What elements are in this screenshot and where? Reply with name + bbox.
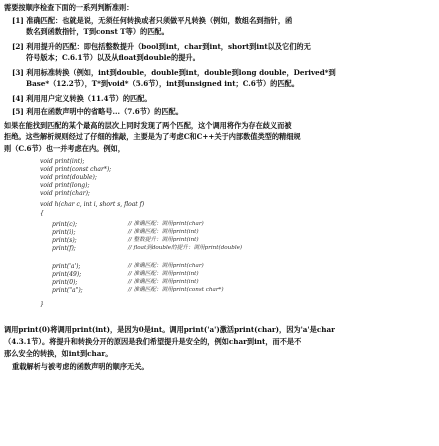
rule-1-line-2: 数名到函数指针，T到const T等）的匹配。 xyxy=(26,27,169,36)
call-comment: // 准确匹配：调用print(int) xyxy=(128,271,199,277)
rule-3-line-2: Base*（12.2节），T*到void*（5.6节），int到unsigned int；C.6节）的匹配。 xyxy=(26,79,299,88)
rule-2-line-1: [2] 利用提升的匹配：即包括整数提升（bool到int，char到int，short到int以及它们的无 xyxy=(12,42,311,51)
call-comment: // 准确匹配：调用print(const char*) xyxy=(128,287,224,293)
intro-text: 需要按顺序检查下面的一系列判断准则： xyxy=(4,3,134,12)
call-comment: // 准确匹配：调用print(int) xyxy=(128,279,199,285)
brace-close: } xyxy=(40,301,44,308)
call-line: print("a"); xyxy=(52,287,83,294)
func-signature: void h(char c, int i, short s, float f) xyxy=(40,201,145,208)
decl-line: void print(long); xyxy=(40,182,90,189)
call-line: print(0); xyxy=(52,279,78,286)
call-line: print(s); xyxy=(52,237,77,244)
para-explain-line-1: 调用print(0)将调用print(int)，是因为0是int。调用print('a')激活print(char)，因为'a'是char xyxy=(4,325,335,334)
rule-1-line-1: [1] 准确匹配：也就是说，无须任何转换或者只须做平凡转换（例如，数组名到指针，函 xyxy=(12,16,293,25)
brace-open: { xyxy=(40,210,44,217)
call-line: print(f); xyxy=(52,245,76,252)
para-order: 重载解析与被考虑的函数声明的顺序无关。 xyxy=(12,362,149,371)
para-ambiguity-line-2: 拒绝。这些解析规则经过了仔细的推敲，主要是为了考虑C和C++关于内部数值类型的精细规 xyxy=(4,132,301,141)
call-line: print(49); xyxy=(52,271,82,278)
rule-5: [5] 利用在函数声明中的省略号...（7.6节）的匹配。 xyxy=(12,107,183,116)
rule-2-line-2: 符号版本；C.6.1节）以及从float到double的提升。 xyxy=(26,53,200,62)
call-line: print(c); xyxy=(52,221,77,228)
call-comment: // float到double的提升：调用print(double) xyxy=(128,245,243,251)
para-explain-line-2: （4.3.1节）。将提升和转换分开的原因是我们希望提升是安全的，例如char到int，而不是不 xyxy=(4,337,302,346)
decl-line: void print(int); xyxy=(40,158,85,165)
para-ambiguity-line-3: 则（C.6节）也一并考虑在内。例如， xyxy=(4,144,125,153)
decl-line: void print(char); xyxy=(40,190,90,197)
para-ambiguity-line-1: 如果在能找到匹配的某个最高的层次上同时发现了两个匹配，这个调用将作为存在歧义而被 xyxy=(4,121,292,130)
para-explain-line-3: 那么安全的转换，如int到char。 xyxy=(4,349,113,358)
decl-line: void print(const char*); xyxy=(40,166,112,173)
call-comment: // 准确匹配：调用print(int) xyxy=(128,229,199,235)
call-line: print(i); xyxy=(52,229,76,236)
call-comment: // 准确匹配：调用print(char) xyxy=(128,221,204,227)
decl-line: void print(double); xyxy=(40,174,97,181)
call-line: print('a'); xyxy=(52,263,81,270)
rule-4: [4] 利用用户定义转换（11.4节）的匹配。 xyxy=(12,94,152,103)
call-comment: // 整数提升：调用print(int) xyxy=(128,237,199,243)
rule-3-line-1: [3] 利用标准转换（例如，int到double，double到int，double到long double，Derived*到 xyxy=(12,68,336,77)
call-comment: // 准确匹配：调用print(char) xyxy=(128,263,204,269)
